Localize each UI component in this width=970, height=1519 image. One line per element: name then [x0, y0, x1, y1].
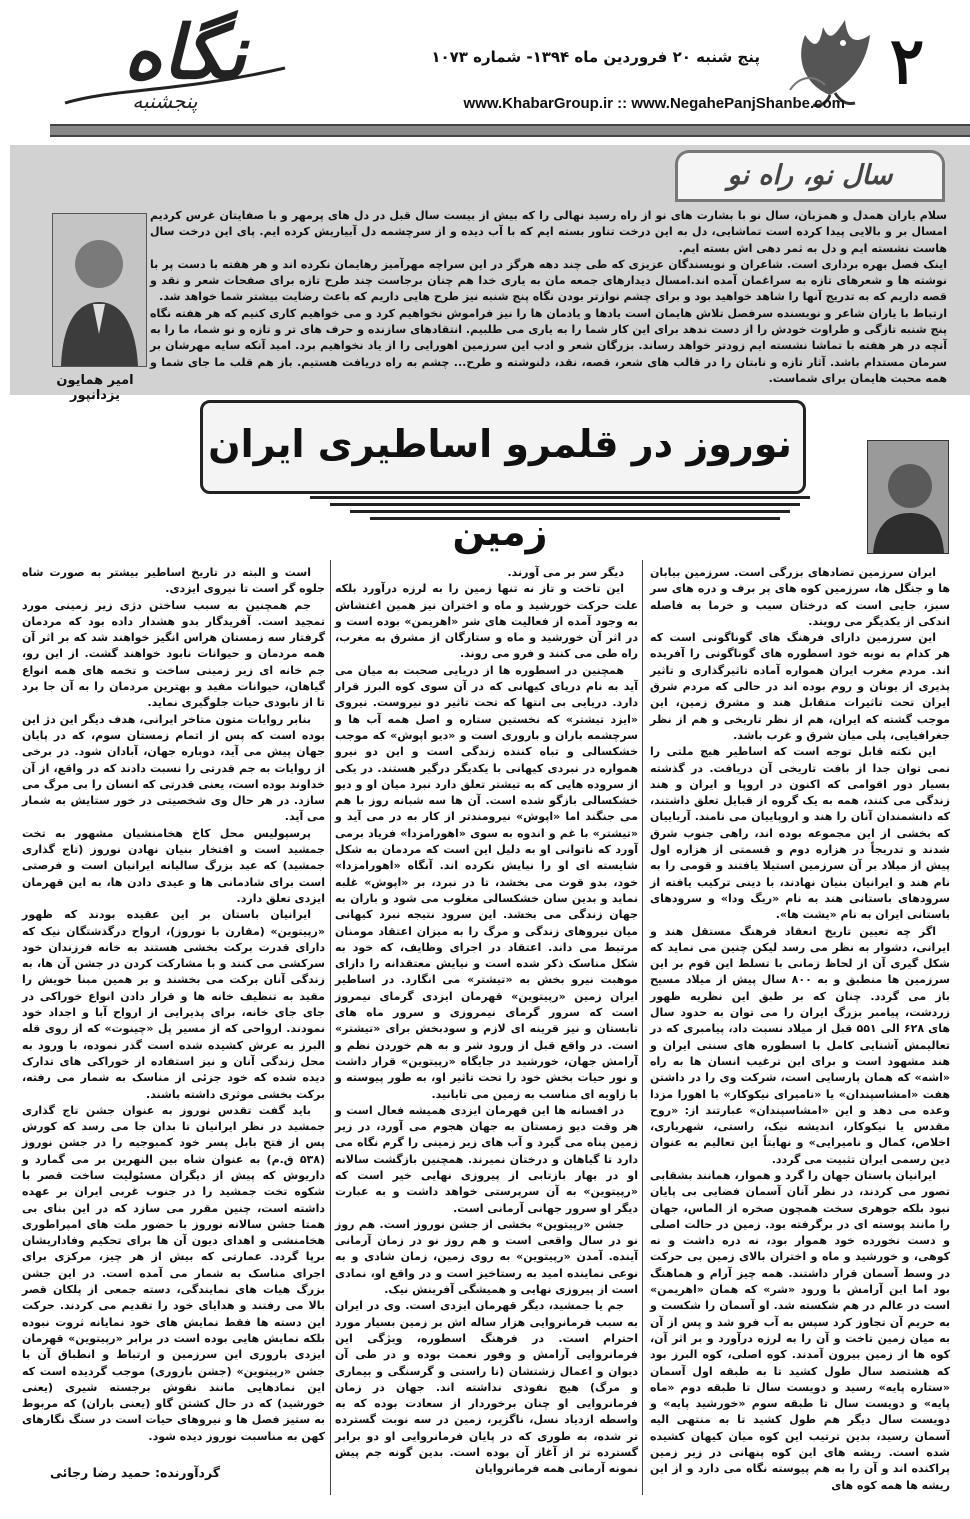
compiled-by: گردآورنده: حمید رضا رجائی — [50, 1465, 220, 1480]
article-paragraph: دیگر سر بر می آورند. — [507, 566, 624, 579]
article-paragraph: جم یا جمشید، دیگر قهرمان ایزدی است. وی در ایران به سبب فرمانروایی هزار ساله اش بر زمین بسیار مورد احترام است. در فرهنگ اسطوره، ویژگی این فرمانروایی آرامش و وفور نعمت بوده و در طی آن دیوان و اعمال زشتشان (نا راستی و گرسنگی و بیماری و مرگ) هیچ نفوذی نداشته اند. جهان در زمان فرمانروایی او چنان برخوردار از سعادت بوده که به واسطه ازدیاد نسل، ناگزیر، زمین در سه نوبت گسترده تر شده، به طوری که در پایان فرمانروایی او دو برابر گسترده تر از آغاز آن بوده است. بدین گونه جم پیش نمونه آرمانی همه فرمانروایان — [335, 1299, 638, 1476]
title-stripe — [330, 503, 800, 506]
title-stripe — [370, 517, 780, 520]
article-paragraph: این سرزمین دارای فرهنگ های گوناگونی است که هر کدام به نوبه خود اسطوره های گوناگونی را آفریده اند. مردم مغرب ایران همواره آماده تاثیرگذاری و تاثیر پذیری از یونان و روم بوده اند در حالی که مردم شرق ایران تحت تاثیرات متقابل هند و مشرق زمین، این موجب گشته که ایران، هم از نظر تاریخی و هم از نظر جغرافیایی، پلی میان شرق و غرب باشد. — [650, 631, 950, 742]
article-paragraph: در افسانه ها این قهرمان ایزدی همیشه فعال است و هر وقت دیو زمستان به جهان هجوم می آورد، در زیر زمین پناه می گیرد و آب های زیر زمینی را گرم نگاه می دارد تا گیاهان و درختان نمیرند. همچنین بازگشت سالانه او در بهار بازتابی از پیروزی نهایی خیر است که «رپیتوین» به آن سرپرستی خواهد داشت و به عبارت دیگر او سرور جهانی آرمانی است. — [335, 1103, 638, 1215]
svg-text:پنجشنبه: پنجشنبه — [132, 89, 198, 113]
article-paragraph: پرسپولیس محل کاخ هخامنشیان مشهور به تخت جمشید است و افتخار بنیان نهادن نوروز (تاج گذاری جمشید) که عید بزرگ سالیانه ایرانیان است و فرصتی است برای شادمانی ها و عیدی دادن ها، به این قهرمان ایزدی تعلق دارد. — [22, 826, 325, 905]
masthead-logo — [55, 8, 295, 118]
article-column-1 — [650, 565, 950, 1494]
author-photo — [867, 440, 949, 554]
article-paragraph: ایرانیان باستان جهان را گرد و هموار، همانند بشقابی تصور می کردند، در نظر آنان آسمان فضایی بی پایان نبود بلکه جوهری سخت همچون صخره از الماس، جهان را مانند پوسته ای در برگرفته بود. زمین در حالت اصلی و دست نخورده خود هموار بود، نه دره داشت و نه کوهی، و خورشید و ماه و اختران بالای زمین بی حرکت در وسط آسمان قرار داشتند. همه چیز آرام و هماهنگ بود اما این آرامش با ورود «شر» که همان «اهریمن» است در عالم در هم شکسته شد. او آسمان را شکست و به حریم آن تجاوز کرد سپس به آب فرو شد و پس از آن به میان زمین تاخت و آن را به لرزه درآورد و بر اثر آن، کوه ها از زمین بیرون آمدند. کوه اصلی، کوه البرز بود که هشتصد سال طول کشید تا به طبقه اول آسمان «ستاره پایه» رسید و دویست سال تا طبقه دوم «ماه پایه» و دویست سال تا طبقه سوم «خورشید پایه» و دویست سال دیگر هم طول کشید تا به منتهی الیه آسمان رسید، بدین ترتیب این کوه میان کیهان کشیده شده است. ریشه های این کوه پنهانی در زیر زمین پراکنده اند و آن را به هم پیوسته نگاه می دارد و از این ریشه ها همه کوه های — [650, 1168, 950, 1492]
article-paragraph: است و البته در تاریخ اساطیر بیشتر به صورت شاه جلوه گر است تا نیروی ایزدی. — [22, 566, 325, 596]
editorial-author: امیر همایون یزدانپور — [56, 373, 134, 403]
article-paragraph: اگر چه تعیین تاریخ انعقاد فرهنگ مستقل هند و ایرانی، دشوار به نظر می رسد لیکن چنین می نماید که شکل گیری آن از لحاظ زمانی با تسلط این قوم بر این سرزمین ها منطبق و به ۸۰۰ سال پیش از میلاد مسیح باز می گردد. چنان که بر طبق این نظریه ظهور زردشت، پیامبر بزرگ ایران را می توان به حدود سال های ۶۲۸ الی ۵۵۱ قبل از میلاد نسبت داد، پیامبری که در تعالیمش آشنایی کامل با اسطوره های سنتی ایران و هند مشهود است و برای این ترغیب انسان ها به راه «اشه» که همان پارسایی است، شرکت وی را در داشتن هفت «امشاسپندان» یا «نامیرای نیکوکار» با اهورا مزدا وعده می دهد و این «امشاسپندان» عبارتند از: «روح مقدس یا نیکوکار، اندیشه نیک، راستی، شهریاری، اخلاص، کمال و نامیرایی» و نهایتاً این تعالیم به عنوان دین رسمی ایران تثبیت می گردد. — [650, 924, 950, 1166]
title-stripe — [350, 510, 790, 513]
article-paragraph: بنابر روایات متون متاخر ایرانی، هدف دیگر این دژ این بوده است که پس از اتمام زمستان سوم، که در پایان جهان پیش می آید، دوباره جهان، آبادان شود. در برخی از روایات به جم قدرتی را نسبت دادند که در واقع، از آن خداوند بوده است، یعنی قدرتی که انسان را بی مرگ می سازد. در هر حال وی شخصیتی در خور ستایش به شمار می آید. — [22, 712, 325, 824]
article-paragraph: همچنین در اسطوره ها از دریایی صحبت به میان می آید به نام دریای کیهانی که در آن سوی کوه البرز قرار دارد. دریایی بی انتها که تحت تاثیر دو نیروست. نیروی «ایزد تیشتر» که نخستین ستاره و اصل همه آب ها و سرچشمه باران و باروری است و «دیو اپوش» که موجب خشکسالی و تباه کننده زندگی است و این دو نیرو همواره در نبردی کیهانی با یکدیگر درگیر هستند. در یکی از سروده هایی که به تیشتر تعلق دارد نبرد میان او و دیو خشکسالی بازگو شده است. آن ها سه شبانه روز با هم می جنگند اما «اپوش» نیرومندتر از کار به در می آید و «تیشتر» با غم و اندوه به سوی «اهورامزدا» فریاد برمی آورد که ناتوانی او به دلیل این است که مردمان به شکل شایسته ای او را نیایش نکرده اند. آنگاه «اهورامزدا» خود، بدو قوت می بخشد، تا در نبرد، بر «اپوش» غلبه نماید و بدین سان خشکسالی مغلوب می شود و باران به جهان زندگی می بخشد. این سرود نتیجه نبرد کیهانی میان نیروهای زندگی و مرگ را به میزان اعتقاد مومنان مرتبط می داند. اعتقاد در اجرای وظایف، که خود به شکل مناسک ذکر شده است و نیایش معتقدانه را دارای موهبت نیرو بخش به «تیشتر» می انگارد. در اساطیر ایران زمین «رپیتوین» قهرمان ایزدی گرمای نیمروز است که سرور گرمای نیمروزی و سرور ماه های تابستان و نیز قرینه ای لازم و سودبخش برای «تیشتر» است. در واقع قبل از ورود شر و به هم خوردن نظم و آرامش جهان، خورشید در جایگاه «رپیتوین» قرار داشت و نور حیات بخش خود را تحت تاثیر او، به طور پیوسته و با زاویه ای مناسب به زمین می تابانید. — [335, 663, 638, 1101]
article-paragraph: ایران سرزمین تضادهای بزرگی است. سرزمین بیابان ها و جنگل ها، سرزمین کوه های پر برف و دره های سر سبز، جایی است که درختان سیب و خرما به فاصله اندکی از یکدیگر می رویند. — [650, 566, 950, 628]
article-column-2 — [335, 565, 638, 1478]
article-paragraph: جم همچنین به سبب ساختن دژی زیر زمینی مورد تمجید است. آفریدگار بدو هشدار داده بود که مردمان گرفتار سه زمستان هراس انگیز خواهند شد که بر اثر آن همه مردمان و حیوانات نابود خواهند گشت. از این رو، جم خانه ای زیر زمینی ساخت و تخمه های همه انواع گیاهان، حیوانات مفید و بهترین مردمان را به آن جا برد تا از نابودی حیات جلوگیری نماید. — [22, 598, 325, 710]
editorial-text — [150, 208, 947, 387]
column-divider — [330, 560, 331, 1495]
article-paragraph: باید گفت تقدس نوروز به عنوان جشن تاج گذاری جمشید در نظر ایرانیان تا بدان جا می رسد که کورش پس از فتح بابل پسر خود کمبوجیه را در جشن نوروز (۵۳۸ ق.م) به عنوان شاه بین النهرین بر می گمارد و داریوش که پیش از دیگران مسئولیت ساخت قصر با شکوه تخت جمشید را در جنوب غربی ایران بر عهده داشته است، چنین مقرر می سازد که در این بنای بی همتا جشن سالانه نوروز با حضور ملت های امپراطوری هخامنشی و اهدای دیون آن ها برای تحکیم وفاداریشان برپا گردد. عمارتی که بیش از هر چیز، مرکزی برای اجرای مناسک به شمار می آمده است. در این جشن بزرگ هیات های نمایندگی، دسته جمعی از پلکان قصر بالا می رفتند و هدایای خود را تقدیم می کردند. حرکت این دسته ها فقط نمایش های خود نمایانه ثروت نبوده بلکه نمایش هایی بوده است در برابر «رپیتوین» قهرمان ایزدی باروری این سرزمین و ارتباط و انطباق آن با جشن «رپیتوین» (جشن باروری) موجب گردیده است که این نمادهایی مانند نقوش برجسته شیری (یعنی خورشید) که در حال کشتن گاو (یعنی باران) که مربوط به ستیز فصل ها و نیروهای حیات است در سنگ نگارهای کهن به مناسبت نوروز دیده شود. — [22, 1103, 325, 1443]
article-paragraph: جشن «رپیتوین» بخشی از جشن نوروز است. هم روز نو در سال واقعی است و هم روز نو در زمان آرمانی آینده. آمدن «رپیتوین» به روی زمین، زمان شادی و به نوعی نماینده امید به رستاخیز است و در واقع او، نمادی است از پیروزی نهایی و همیشگی آفرینش نیک. — [335, 1217, 638, 1297]
editorial-paragraph: اینک فصل بهره برداری است. شاعران و نویسندگان عزیزی که طی چند دهه هرگز در این سراچه مهرآمیز رهایمان نکرده اند و هر هفته با دست پر با نوشته ها و شعرهای تازه به سراغمان آمده اند.امسال دیدارهای جمعه مان به یاری خدا هم چنان برجاست چند طرح تازه برای صفحات شعر و نقد و قصه داریم که به تدریج آنها را شاهد خواهید بود و برای چشم نوازتر بودن نگاه پنج شنبه نیز طرح هایی داریم که باعث رضایت بیشتر شما خواهد شد. — [150, 257, 947, 304]
editorial-title: سال نو، راه نو — [727, 160, 893, 191]
column-divider — [642, 560, 643, 1495]
editor-photo — [52, 213, 147, 367]
article-column-3 — [22, 565, 325, 1445]
header-rule — [50, 124, 970, 137]
svg-text:نگاه: نگاه — [123, 10, 247, 96]
title-stripe — [310, 496, 810, 499]
page-number: ۲ — [889, 24, 925, 99]
article-paragraph: این نکته قابل توجه است که اساطیر هیچ ملتی را نمی توان جدا از بافت تاریخی آن دریافت. در گذشته بسیار دور اقوامی که اکنون در اروپا و ایران و هند زندگی می کنند، همه به یک گروه از قبایل تعلق داشتند، که دانشمندان آنان را هند و اروپاییان می نامند. آریاییان که بخشی از این مجموعه بوده اند، راهی جنوب شرق شدند و تدریجاً در هزاره دوم و قسمتی از هزاره اول پیش از میلاد بر آن سرزمین استیلا یافتند و قومی را به نام هند و ایرانیان بنیان نهادند، با دینی ترکیب یافته از سرودهای باستانی هند به نام «ریگ ودا» و سرودهای باستانی ایران به نام «یشت ها». — [650, 745, 950, 922]
website-links[interactable]: www.KhabarGroup.ir :: www.NegahePanjShanbe.com — [463, 95, 845, 112]
issue-line: پنج شنبه ۲۰ فروردین ماه ۱۳۹۴- شماره ۱۰۷۳ — [431, 48, 760, 66]
editorial-paragraph: سلام یاران همدل و همزبان، سال نو با بشارت های نو از راه رسید نهالی را که بیش از بیست سال قبل در دل های پرمهر و با صفایتان غرس کردیم امسال بر و بالایی پیدا کرده است تماشایی، دل به این درخت تناور بسته ایم که با آب دیده و از سرچشمه دل آبیاریش کرده ایم. پای این درخت سال هاست نشسته ایم و دل به ثمر دهی اش بسته ایم. — [150, 209, 947, 255]
article-paragraph: این تاخت و تاز نه تنها زمین را به لرزه درآورد بلکه علت حرکت خورشید و ماه و اختران نیز همین اغتشاش به وجود آمده از فعالیت های شر «اهریمن» بوده است و در اثر آن خورشید و ماه و ستارگان از مشرق به مغرب، راه طی می کنند و فرو می روند. — [335, 582, 638, 661]
editorial-paragraph: ارتباط با یاران شاعر و نویسنده سرفصل تلاش هایمان است یادها و یادمان ها را نیز فراموش نخواهیم کرد و می خواهیم کاری کنیم که هر هفته نگاه پنج شنبه تازگی و طراوت خودش را از دست ندهد برای این کار شما را به یاری می طلبیم. انتقادهای سازنده و حرف های تر و تازه و نو شما، ما را به آنچه در هر هفته با تماشا نشسته ایم زودتر خواهد رساند. بزرگان شعر و ادب این سرزمین اهورایی را از یاد نخواهیم برد. امید آنکه سایه مهرشان بر سرمان مستدام باشد. آثار تازه و نابتان را در قالب های شعر، قصه، نقد، دلنوشته و طرح... چشم به راه دریافت هستیم. باز هم قلب ما جای شما و همه محبت هایمان برای شماست. — [150, 306, 947, 385]
article-title: نوروز در قلمرو اساطیری ایران زمین — [208, 422, 792, 554]
article-paragraph: ایرانیان باستان بر این عقیده بودند که ظهور «رپیتوین» (مقارن با نوروز)، ارواح درگذشتگان نیک که دارای قدرت برکت بخشی هستند به خانه فرزندان خود سرکشی می کنند و با مشارکت کردن در جشن آن ها، به زندگی آنان برکت می بخشند و بر همین مبنا خویش را مقید به تنظیف خانه ها و قرار دادن انواع خوراکی در جای جای خانه، برای پذیرایی از ارواح آبا و اجداد خود نمودند. ارواحی که از مسیر پل «چینوت» که از روی قله البرز به عرش کشیده شده است گذر نموده، با ورود به محل زندگی آنان و نیز استفاده از خوراکی های تدارک دیده شده که خود جزئی از مناسک به شمار می رفته، برکت بخشی موثری داشته باشند. — [22, 908, 325, 1101]
